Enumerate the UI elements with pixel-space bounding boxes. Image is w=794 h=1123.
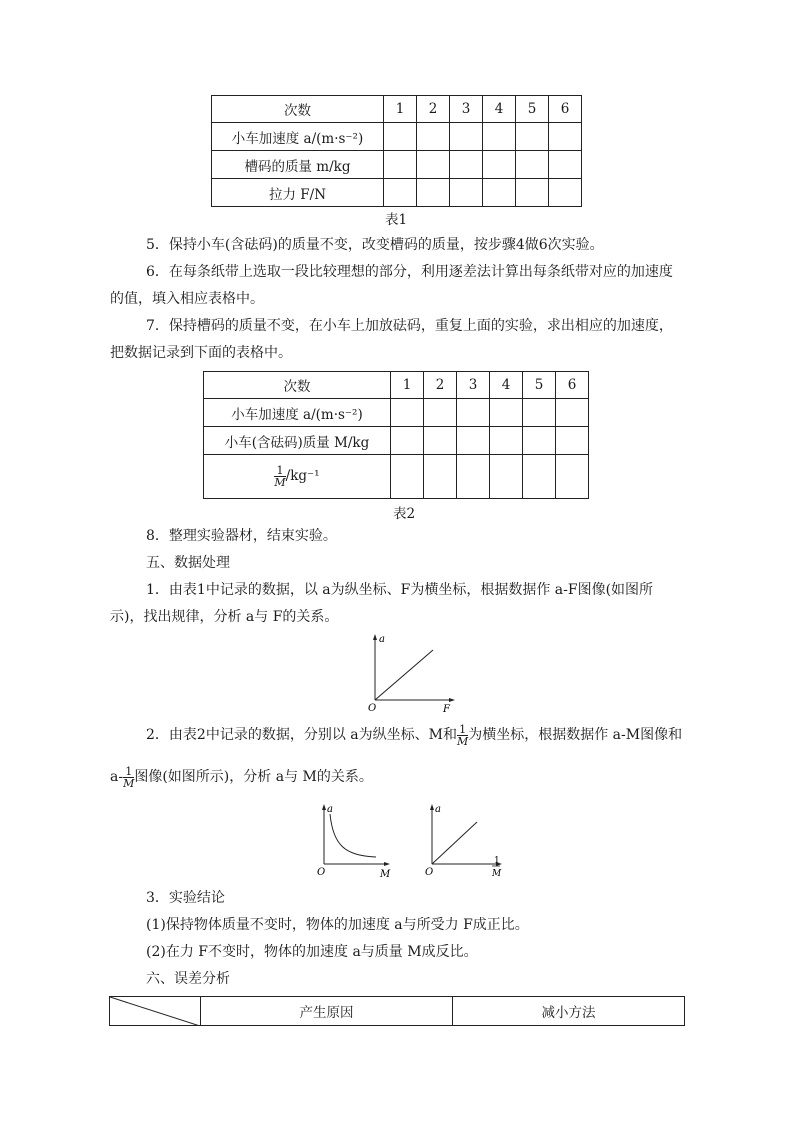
table-2-header-cell: 次数 xyxy=(204,372,391,399)
table-2-row-label: 小车(含砝码)质量 M/kg xyxy=(204,427,391,455)
y-axis-label: a xyxy=(379,634,385,645)
table-1-header-cell: 5 xyxy=(516,96,549,123)
step-8: 8．整理实验器材，结束实验。 xyxy=(146,528,337,544)
processing-1-line-2: 示)，找出规律，分析 a与 F的关系。 xyxy=(110,609,339,625)
x-axis-label-numerator: 1 xyxy=(494,856,500,866)
a-f-graph xyxy=(365,632,465,714)
error-analysis-table xyxy=(109,996,685,1026)
inverse-curve xyxy=(330,814,376,857)
origin-label: O xyxy=(368,703,377,714)
x-axis-arrow xyxy=(384,862,390,866)
proportional-line xyxy=(432,822,477,864)
table-2 xyxy=(203,371,589,499)
x-axis-label: F xyxy=(443,704,450,714)
table-3-header-cell: 产生原因 xyxy=(201,997,453,1026)
processing-2-line-2: a- $\frac{1}{M}$ 图像(如图所示)，分析 a与 M的关系。 xyxy=(110,764,373,790)
a-m-graph xyxy=(312,800,396,882)
table-row xyxy=(212,179,582,207)
diagonal-header-cell xyxy=(110,997,201,1026)
conclusion-1: (1)保持物体质量不变时，物体的加速度 a与所受力 F成正比。 xyxy=(146,917,529,933)
table-2-header-cell: 6 xyxy=(556,372,589,399)
table-row xyxy=(212,123,582,151)
table-2-caption: 表2 xyxy=(392,506,416,522)
table-1-header-cell: 2 xyxy=(417,96,450,123)
table-1-row-label: 拉力 F/N xyxy=(212,179,384,207)
y-axis-arrow xyxy=(373,634,377,640)
table-1-header-cell: 6 xyxy=(549,96,582,123)
conclusion-2: (2)在力 F不变时，物体的加速度 a与质量 M成反比。 xyxy=(146,944,478,960)
table-1-header-cell: 1 xyxy=(384,96,417,123)
table-2-header-cell: 1 xyxy=(391,372,424,399)
table-row xyxy=(204,455,589,499)
fraction-one-over-m: $\frac{1}{M}$ xyxy=(456,722,469,748)
table-2-header-cell: 2 xyxy=(424,372,457,399)
fraction-one-over-m: $\frac{1}{M}$ xyxy=(123,764,135,790)
diagonal-line xyxy=(110,997,200,1026)
x-axis-label-denominator: M xyxy=(492,869,502,879)
step-6-line-2: 的值，填入相应表格中。 xyxy=(110,291,264,307)
y-axis-label: a xyxy=(327,804,333,815)
table-2-row-label: 小车加速度 a/(m·s⁻²) xyxy=(204,399,391,427)
table-1-header-cell: 次数 xyxy=(212,96,384,123)
section-5-heading: 五、数据处理 xyxy=(146,555,230,571)
y-axis-arrow xyxy=(322,804,326,810)
table-2-header-row xyxy=(204,372,589,399)
table-row xyxy=(212,151,582,179)
table-1-row-label: 小车加速度 a/(m·s⁻²) xyxy=(212,123,384,151)
origin-label: O xyxy=(425,867,434,878)
y-axis-arrow xyxy=(430,804,434,810)
table-row xyxy=(204,427,589,455)
conclusion-heading: 3．实验结论 xyxy=(146,890,225,906)
x-axis-label: M xyxy=(380,869,391,880)
table-row xyxy=(110,997,685,1026)
section-6-heading: 六、误差分析 xyxy=(146,971,230,987)
fraction-one-over-m: $\frac{1}{M}$ xyxy=(274,464,286,489)
table-1-row-label: 槽码的质量 m/kg xyxy=(212,151,384,179)
table-1-header-row xyxy=(212,96,582,123)
proportional-line xyxy=(375,650,433,700)
a-inverse-m-graph xyxy=(422,800,512,882)
table-1-caption: 表1 xyxy=(384,212,408,228)
x-axis-arrow xyxy=(449,698,455,702)
step-5: 5．保持小车(含砝码)的质量不变，改变槽码的质量，按步骤4做6次实验。 xyxy=(146,237,604,253)
table-row xyxy=(204,399,589,427)
step-7-line-2: 把数据记录到下面的表格中。 xyxy=(110,345,292,361)
step-6-line-1: 6．在每条纸带上选取一段比较理想的部分，利用逐差法计算出每条纸带对应的加速度 xyxy=(146,264,673,280)
processing-1-line-1: 1．由表1中记录的数据，以 a为纵坐标、F为横坐标，根据数据作 a-F图像(如图所 xyxy=(146,582,654,598)
table-1-header-cell: 4 xyxy=(483,96,516,123)
table-1-header-cell: 3 xyxy=(450,96,483,123)
y-axis-label: a xyxy=(435,804,441,815)
origin-label: O xyxy=(317,867,326,878)
table-1 xyxy=(211,95,582,207)
table-2-header-cell: 3 xyxy=(457,372,490,399)
table-2-header-cell: 5 xyxy=(523,372,556,399)
processing-2-line-1: 2．由表2中记录的数据，分别以 a为纵坐标、M和 $\frac{1}{M}$ 为横坐标，根据数据作 a-M图像和 xyxy=(146,722,683,748)
table-3-header-cell: 减小方法 xyxy=(453,997,685,1026)
step-7-line-1: 7．保持槽码的质量不变，在小车上加放砝码，重复上面的实验，求出相应的加速度， xyxy=(146,318,673,334)
table-2-row-label: $\frac{1}{M}$ /kg⁻¹ xyxy=(204,455,391,499)
table-2-header-cell: 4 xyxy=(490,372,523,399)
